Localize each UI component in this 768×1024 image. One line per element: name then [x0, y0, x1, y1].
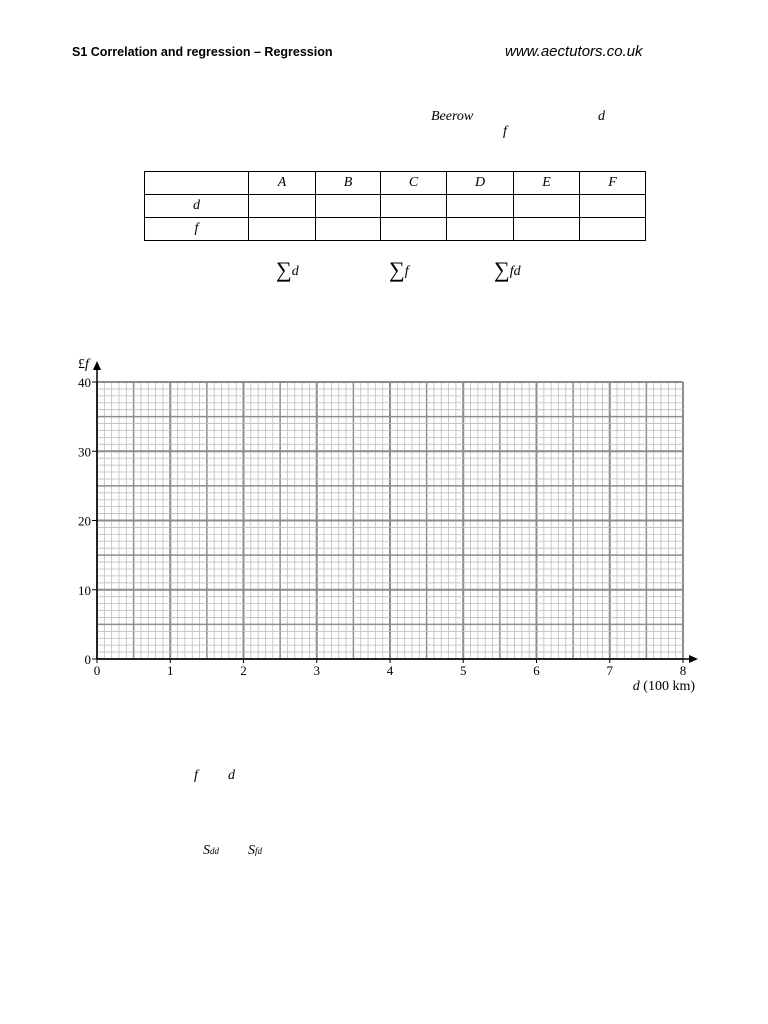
table-header-cell: C: [381, 172, 447, 195]
y-tick-label: 10: [78, 582, 91, 598]
x-tick-label: 3: [313, 663, 320, 678]
part-d-sdd: Sdd: [203, 843, 219, 858]
document-title: S1 Correlation and regression – Regression: [72, 45, 333, 59]
y-tick-label: 30: [78, 444, 91, 460]
x-tick-label: 5: [460, 663, 467, 678]
table-header-cell: E: [514, 172, 580, 195]
x-tick-label: 7: [606, 663, 613, 678]
y-axis-arrow-icon: [93, 361, 101, 370]
table-header-cell: D: [447, 172, 514, 195]
grid-layer: [97, 382, 683, 659]
part-c-var-d: d: [228, 768, 235, 783]
intro-var-d: d: [598, 109, 605, 124]
x-tick-label: 2: [240, 663, 247, 678]
table-header-cell: A: [249, 172, 316, 195]
table-row-label: d: [145, 195, 249, 218]
table-header-cell: F: [580, 172, 646, 195]
x-axis-label: d (100 km): [632, 679, 695, 694]
intro-var-f: f: [503, 124, 507, 139]
website-url: www.aectutors.co.uk: [505, 43, 643, 60]
x-tick-label: 8: [679, 663, 687, 678]
x-axis-arrow-icon: [689, 655, 698, 663]
y-tick-label: 40: [78, 375, 91, 390]
part-c-var-f: f: [194, 768, 198, 783]
table-header-cell: B: [316, 172, 381, 195]
x-tick-label: 4: [386, 663, 394, 678]
y-tick-label: 20: [78, 513, 91, 529]
table-row-label: f: [145, 218, 249, 241]
x-tick-label: 0: [93, 663, 101, 678]
intro-word-beerow: Beerow: [431, 109, 474, 124]
y-tick-label: 0: [84, 652, 91, 667]
sum-d: ∑d: [276, 257, 299, 282]
part-d-sfd: Sfd: [248, 843, 263, 858]
x-tick-label: 6: [533, 663, 540, 678]
sum-f: ∑f: [389, 257, 409, 282]
x-tick-label: 1: [167, 663, 174, 678]
y-axis-label: £f: [78, 357, 89, 372]
sum-fd: ∑fd: [494, 257, 521, 282]
